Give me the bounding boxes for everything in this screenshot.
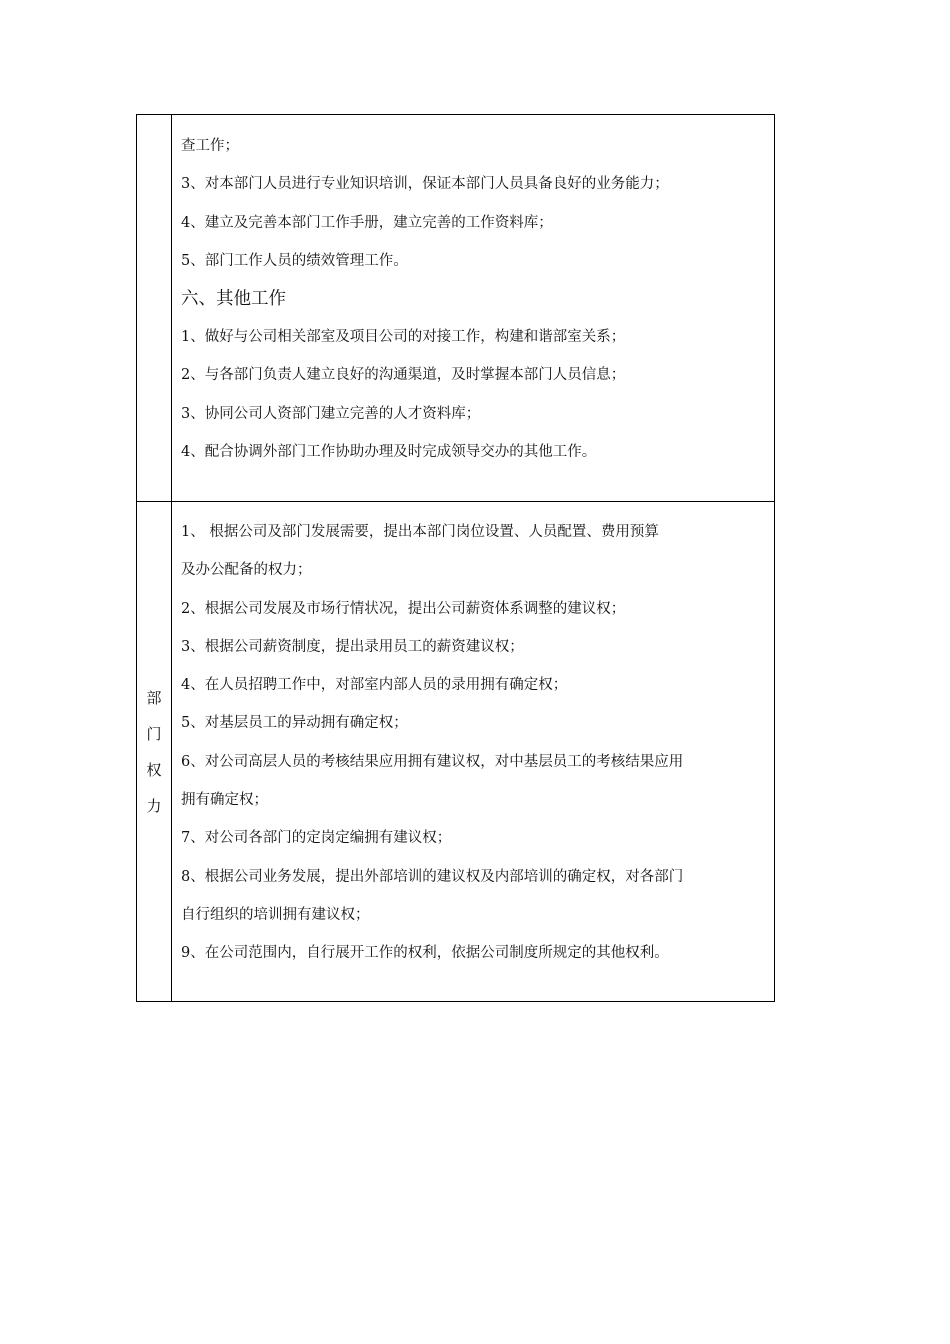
duty-line: 3、对本部门人员进行专业知识培训，保证本部门人员具备良好的业务能力； [181,176,669,193]
authority-line: 5、对基层员工的异动拥有确定权； [181,715,408,732]
other-work-line: 3、协同公司人资部门建立完善的人才资料库； [181,405,481,422]
row-label-cell-authority [137,502,172,1001]
section-heading-other-work: 六、其他工作 [181,289,286,310]
other-work-line: 2、与各部门负责人建立良好的沟通渠道，及时掌握本部门人员信息； [181,367,626,384]
authority-line: 自行组织的培训拥有建议权； [181,906,370,923]
table-row-authority [137,502,774,1001]
table-row-duties [137,115,774,502]
label-char: 门 [146,724,162,743]
label-char: 力 [146,796,162,815]
authority-line: 3、根据公司薪资制度，提出录用员工的薪资建议权； [181,638,524,655]
duty-line: 4、建立及完善本部门工作手册，建立完善的工作资料库； [181,214,553,231]
label-char: 部 [146,688,162,707]
authority-content-cell [172,502,774,1001]
authority-line: 拥有确定权； [181,792,268,809]
authority-line: 7、对公司各部门的定岗定编拥有建议权； [181,830,452,847]
other-work-line: 4、配合协调外部门工作协助办理及时完成领导交办的其他工作。 [181,444,597,461]
duties-content-cell [172,115,774,501]
authority-line: 6、对公司高层人员的考核结果应用拥有建议权，对中基层员工的考核结果应用 [181,753,684,770]
authority-line: 及办公配备的权力； [181,562,312,579]
authority-line: 8、根据公司业务发展，提出外部培训的建议权及内部培训的确定权，对各部门 [181,868,684,885]
duty-line: 5、部门工作人员的绩效管理工作。 [181,252,408,269]
other-work-line: 1、做好与公司相关部室及项目公司的对接工作，构建和谐部室关系； [181,329,626,346]
responsibility-table [136,114,775,1002]
label-char: 权 [146,760,162,779]
authority-line: 2、根据公司发展及市场行情状况，提出公司薪资体系调整的建议权； [181,600,626,617]
authority-line: 9、在公司范围内，自行展开工作的权利，依据公司制度所规定的其他权利。 [181,945,669,962]
authority-line: 1、 根据公司及部门发展需要，提出本部门岗位设置、人员配置、费用预算 [181,524,659,540]
authority-line: 4、在人员招聘工作中，对部室内部人员的录用拥有确定权； [181,677,568,694]
authority-label [146,680,161,824]
row-label-cell-empty [137,115,172,501]
duty-line: 查工作； [181,138,239,154]
